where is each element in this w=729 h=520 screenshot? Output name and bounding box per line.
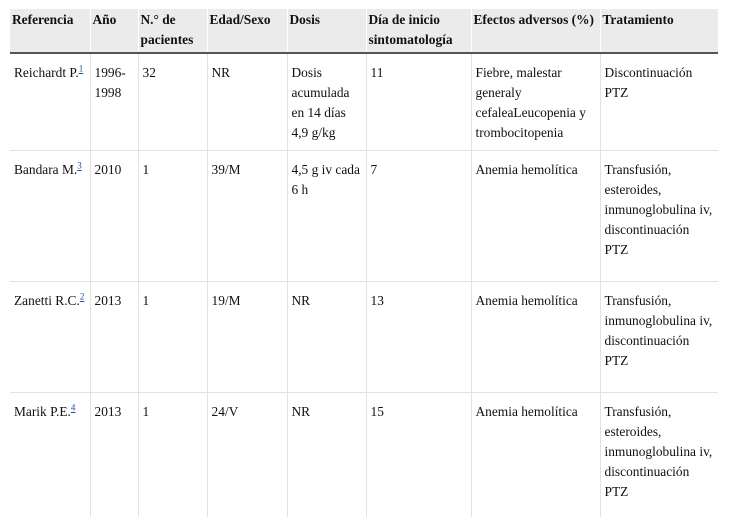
cell-referencia <box>10 151 90 282</box>
cell-dia-inicio: 7 <box>366 151 471 282</box>
cell-dia-inicio: 11 <box>366 53 471 151</box>
cell-dosis: 4,5 g iv cada 6 h <box>287 151 366 282</box>
header-dosis: Dosis <box>287 9 366 53</box>
cell-efectos: Anemia hemolítica <box>471 393 600 517</box>
table-container <box>10 9 718 517</box>
reference-link[interactable]: 1 <box>78 63 84 74</box>
cell-dosis: NR <box>287 282 366 393</box>
cell-pacientes: 1 <box>138 282 207 393</box>
cell-edad-sexo: NR <box>207 53 287 151</box>
reference-author: Reichardt P. <box>14 65 79 80</box>
table-row <box>10 393 718 517</box>
header-referencia: Referencia <box>10 9 90 53</box>
table-row <box>10 151 718 282</box>
cell-edad-sexo: 39/M <box>207 151 287 282</box>
header-tratamiento: Tratamiento <box>600 9 718 53</box>
cell-anio: 1996-1998 <box>90 53 138 151</box>
reference-author: Bandara M. <box>14 162 78 177</box>
header-dia-inicio: Día de inicio sintomatología <box>366 9 471 53</box>
cell-referencia <box>10 282 90 393</box>
reference-author: Marik P.E. <box>14 404 71 419</box>
cell-efectos: Anemia hemolítica <box>471 151 600 282</box>
cell-tratamiento: Transfusión, esteroides, inmunoglobulina iv, discontinuación PTZ <box>604 404 713 499</box>
cell-efectos: Anemia hemolítica <box>471 282 600 393</box>
table-header-row <box>10 9 718 53</box>
adverse-effects-table <box>10 9 718 517</box>
header-efectos: Efectos adversos (%) <box>471 9 600 53</box>
table-row <box>10 282 718 393</box>
cell-anio: 2013 <box>90 393 138 517</box>
cell-dosis: Dosis acumulada en 14 días 4,9 g/kg <box>287 53 366 151</box>
cell-pacientes: 1 <box>138 393 207 517</box>
cell-edad-sexo: 24/V <box>207 393 287 517</box>
cell-anio: 2013 <box>90 282 138 393</box>
cell-anio: 2010 <box>90 151 138 282</box>
cell-dia-inicio: 13 <box>366 282 471 393</box>
cell-referencia <box>10 53 90 151</box>
cell-edad-sexo: 19/M <box>207 282 287 393</box>
reference-link[interactable]: 4 <box>70 402 76 413</box>
reference-link[interactable]: 2 <box>79 291 85 302</box>
cell-efectos: Fiebre, malestar generaly cefaleaLeucopenia y trombocitopenia <box>471 53 600 151</box>
reference-link[interactable]: 3 <box>77 160 82 171</box>
cell-tratamiento: Transfusión, inmunoglobulina iv, discontinuación PTZ <box>600 282 718 393</box>
header-pacientes: N.° de pacientes <box>138 9 207 53</box>
cell-pacientes: 1 <box>138 151 207 282</box>
reference-author: Zanetti R.C. <box>14 293 80 308</box>
header-anio: Año <box>90 9 138 53</box>
cell-tratamiento: Transfusión, esteroides, inmunoglobulina iv, discontinuación PTZ <box>600 151 718 282</box>
header-edad-sexo: Edad/Sexo <box>207 9 287 53</box>
cell-pacientes: 32 <box>138 53 207 151</box>
cell-dosis: NR <box>287 393 366 517</box>
table-row <box>10 53 718 151</box>
cell-tratamiento: Discontinuación PTZ <box>600 53 718 151</box>
cell-dia-inicio: 15 <box>366 393 471 517</box>
cell-referencia <box>10 393 90 517</box>
